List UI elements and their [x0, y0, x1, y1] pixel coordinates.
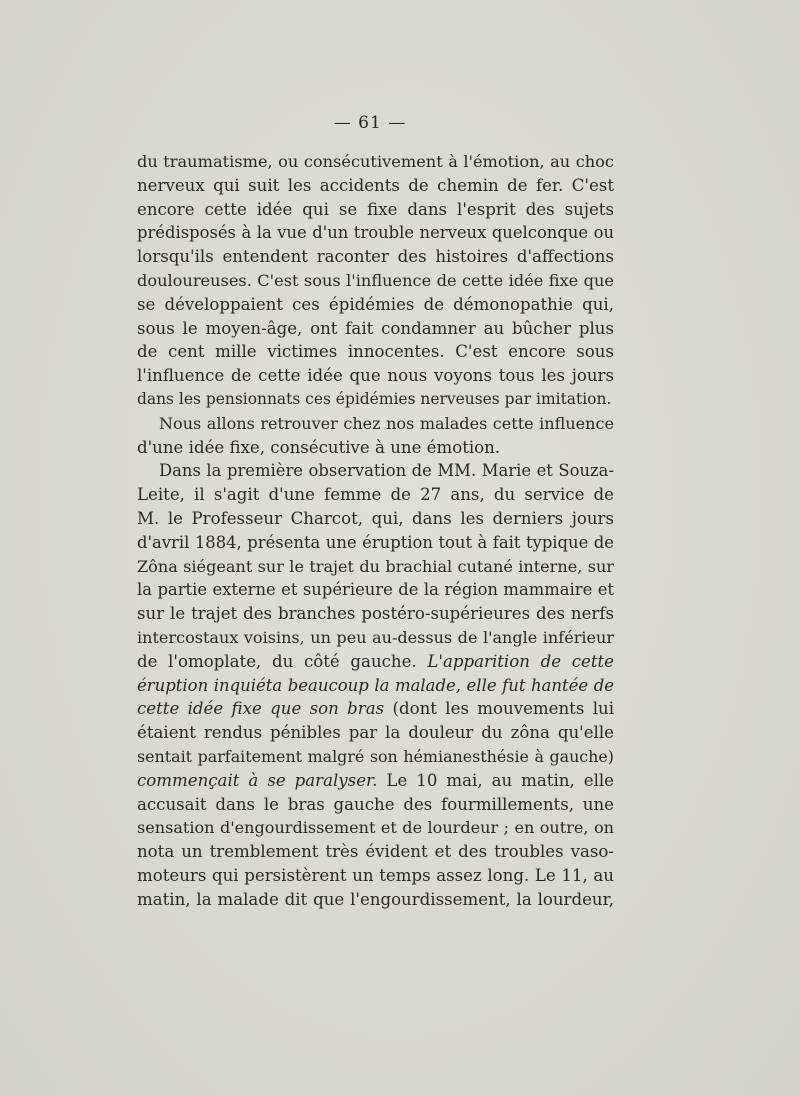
text-line: se développaient ces épidémies de démonopathie qui, [137, 294, 614, 314]
italic-span: commençait à se paralyser. [137, 770, 378, 790]
italic-span: cette idée fixe que son bras [137, 699, 385, 719]
text-line: Leite, il s'agit d'une femme de 27 ans, du service de [137, 485, 614, 505]
text-span: de l'omoplate, du côté gauche. [137, 651, 417, 671]
text-line [137, 769, 614, 793]
text-line: sous le moyen-âge, ont fait condamner au bûcher plus [137, 318, 614, 338]
text-line: d'avril 1884, présenta une éruption tout à fait typique de [137, 532, 614, 552]
text-line: sentait parfaitement malgré son hémianesthésie à gauche) [137, 746, 614, 766]
text-line: nota un tremblement très évident et des troubles vaso- [137, 842, 614, 862]
text-line: sensation d'engourdissement et de lourdeur ; en outre, on [137, 818, 614, 838]
text-line: d'une idée fixe, consécutive à une émotion. [137, 437, 501, 457]
text-line [137, 650, 614, 674]
page-number: — 61 — [333, 113, 407, 133]
text-line: accusait dans le bras gauche des fourmillements, une [137, 794, 614, 814]
text-span: Le 10 mai, au matin, elle [386, 770, 615, 790]
text-line: de cent mille victimes innocentes. C'est encore sous [137, 342, 614, 362]
text-line: encore cette idée qui se fixe dans l'esprit des sujets [137, 199, 614, 219]
text-line: M. le Professeur Charcot, qui, dans les derniers jours [137, 508, 614, 528]
text-span: (dont les mouvements lui [392, 699, 614, 719]
text-line: Nous allons retrouver chez nos malades cette influence [159, 413, 614, 433]
text-line: prédisposés à la vue d'un trouble nerveux quelconque ou [137, 223, 614, 243]
text-line: sur le trajet des branches postéro-supérieures des nerfs [137, 604, 614, 624]
italic-span: éruption inquiéta beaucoup la malade, elle fut hantée de [137, 675, 614, 695]
text-line: moteurs qui persistèrent un temps assez long. Le 11, au [137, 865, 614, 885]
italic-span: L'apparition de cette [427, 651, 614, 671]
text-line: matin, la malade dit que l'engourdissement, la lourdeur, [137, 889, 614, 909]
text-line [137, 674, 614, 698]
text-line: douloureuses. C'est sous l'influence de cette idée fixe que [137, 270, 614, 290]
text-line: intercostaux voisins, un peu au-dessus de l'angle inférieur [137, 627, 614, 647]
text-line: étaient rendus pénibles par la douleur du zôna qu'elle [137, 723, 614, 743]
body-text [137, 150, 614, 912]
text-line: dans les pensionnats ces épidémies nerveuses par imitation. [137, 389, 612, 408]
text-line [137, 697, 614, 721]
text-line: Zôna siégeant sur le trajet du brachial cutané interne, sur [137, 556, 614, 576]
text-line: lorsqu'ils entendent raconter des histoires d'affections [137, 247, 614, 267]
text-line: l'influence de cette idée que nous voyons tous les jours [137, 366, 614, 386]
text-line: Dans la première observation de MM. Marie et Souza- [159, 461, 614, 481]
text-line: la partie externe et supérieure de la région mammaire et [137, 580, 614, 600]
text-line: nerveux qui suit les accidents de chemin de fer. C'est [137, 175, 614, 195]
text-line: du traumatisme, ou consécutivement à l'émotion, au choc [137, 152, 614, 171]
